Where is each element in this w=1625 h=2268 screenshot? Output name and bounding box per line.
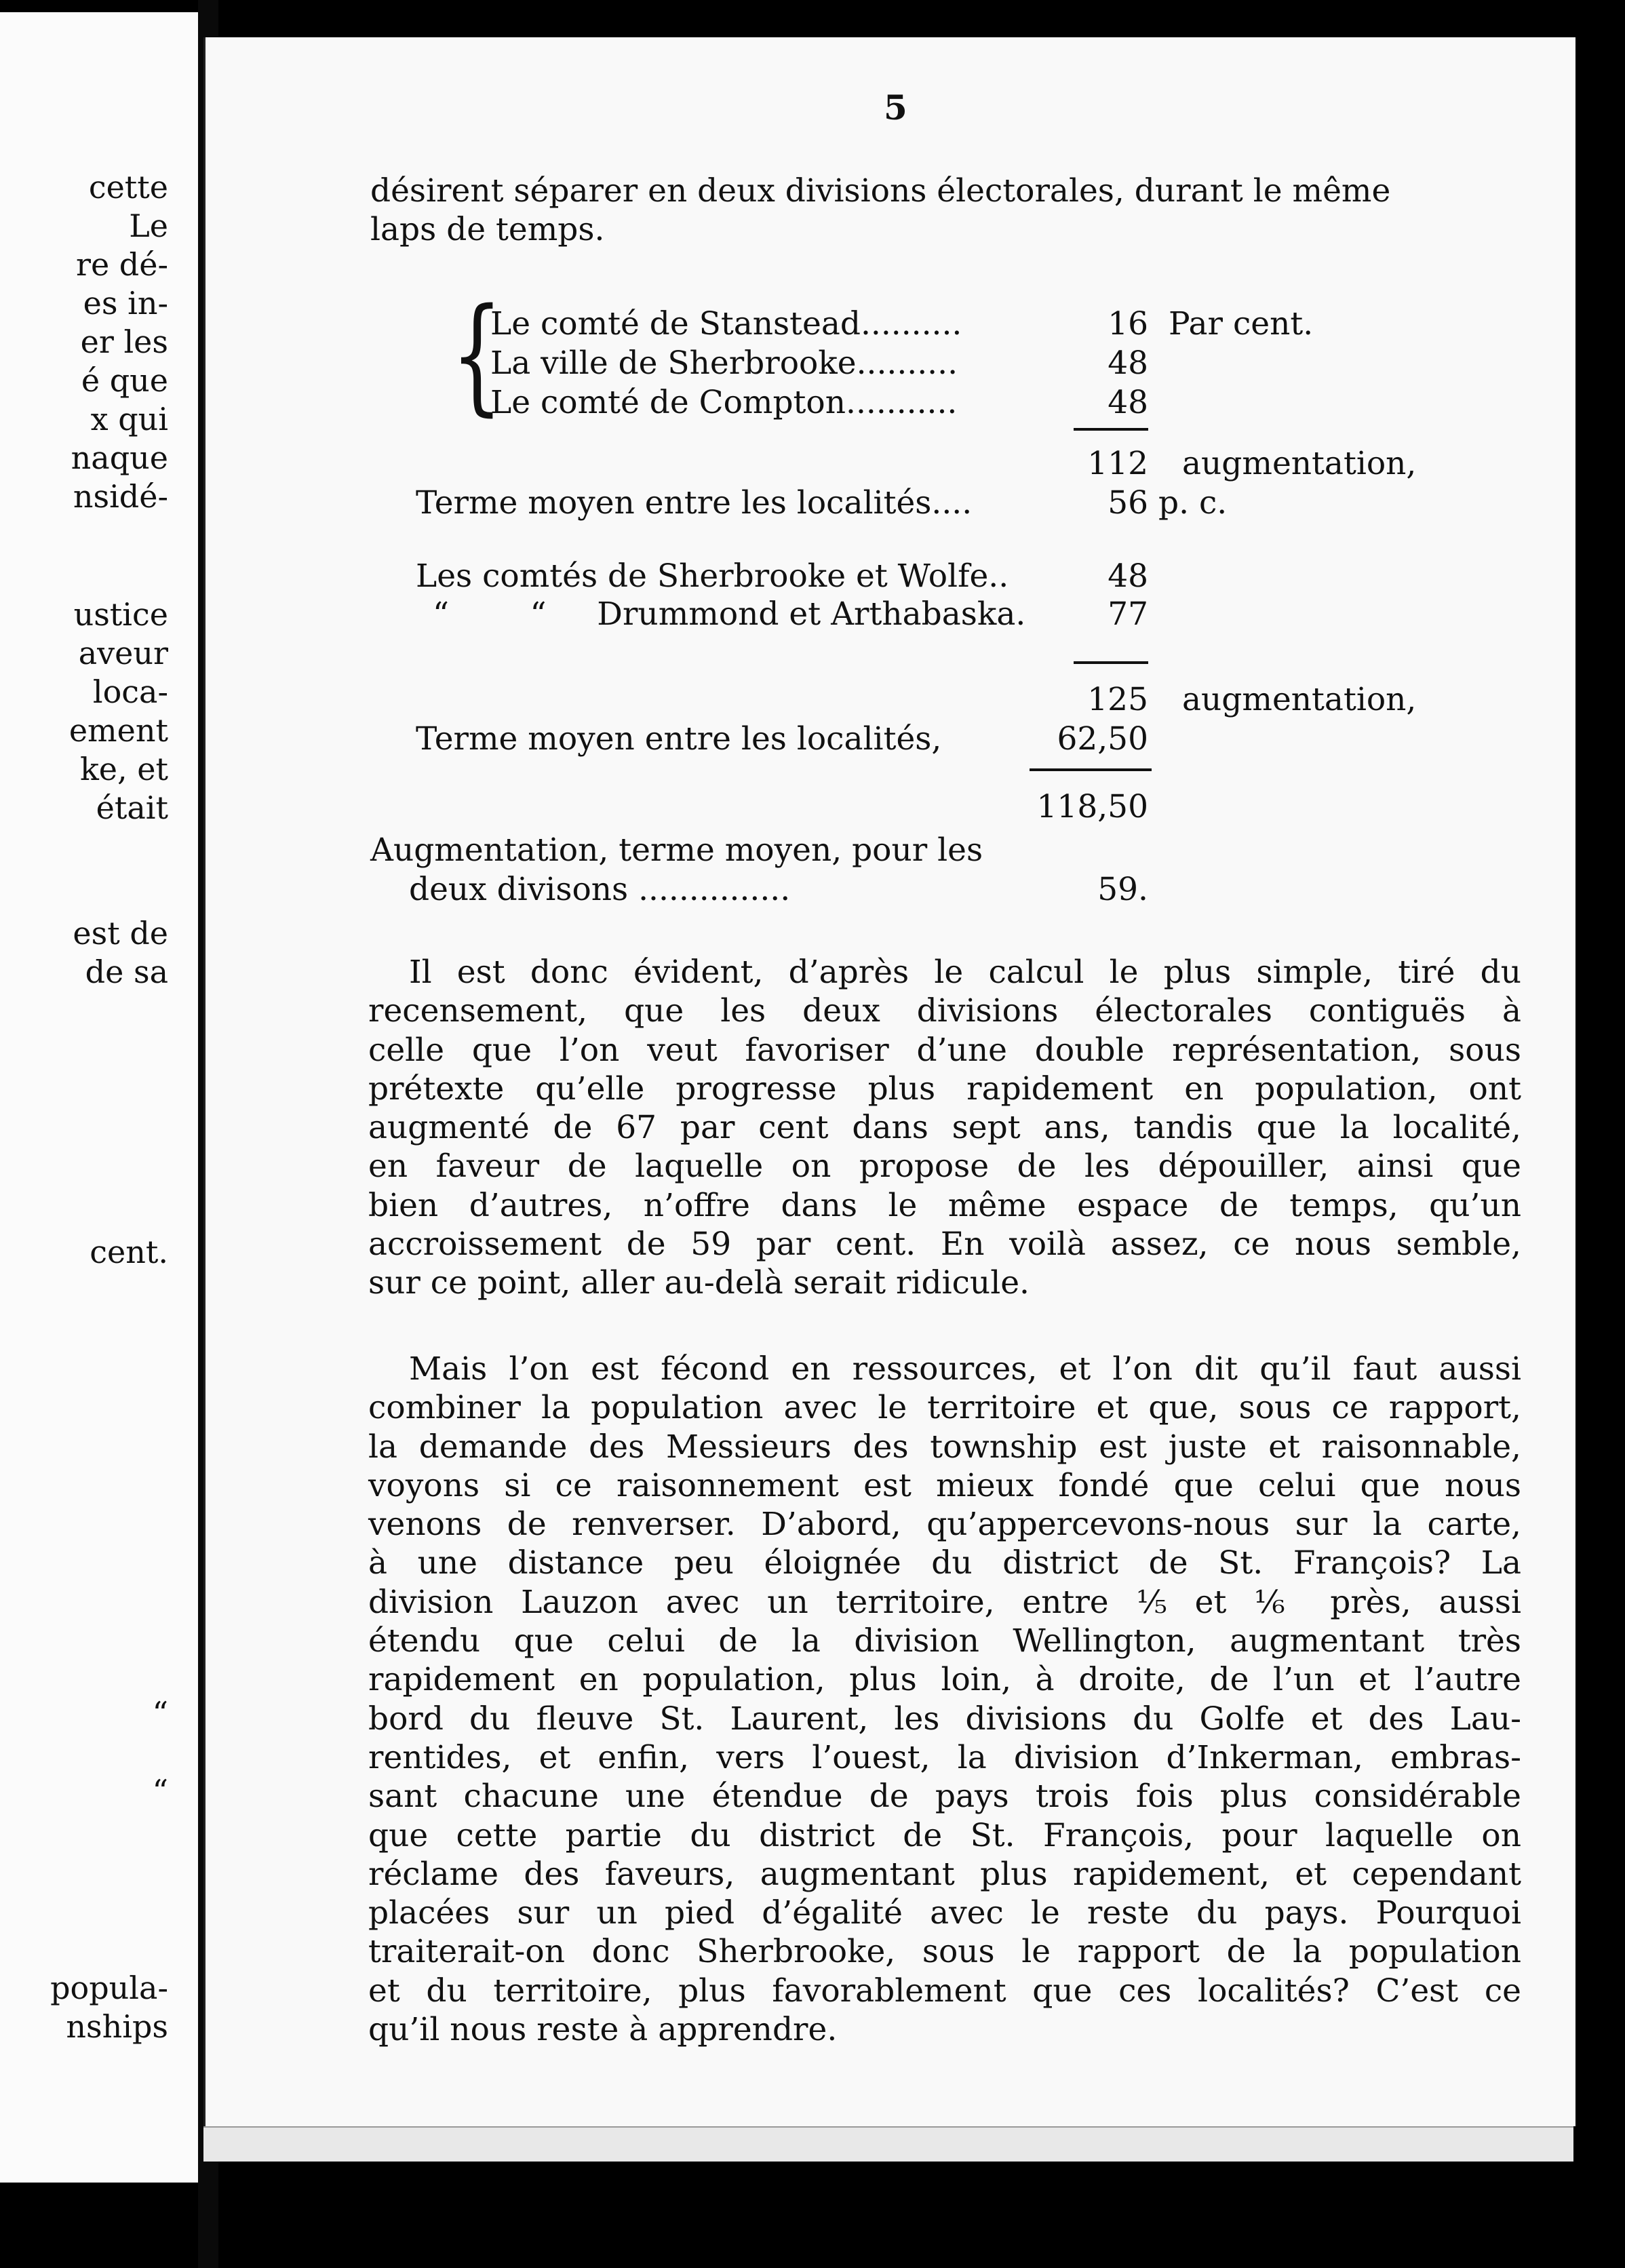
paragraph-line: bien d’autres, n’offre dans le même espace de temps, qu’un <box>368 1186 1521 1224</box>
document-page <box>203 37 1575 2126</box>
paragraph-line: division Lauzon avec un territoire, entre ⅕ et ⅙ près, aussi <box>368 1583 1521 1621</box>
left-fragment: de sa <box>85 954 168 990</box>
paragraph-line: et du territoire, plus favorablement que ces localités? C’est ce <box>368 1972 1521 2010</box>
left-fragment: loca- <box>92 673 168 710</box>
paragraph-line: à une distance peu éloignée du district de St. François? La <box>368 1544 1521 1582</box>
left-page-fragment <box>0 12 198 2183</box>
left-fragment: x qui <box>90 401 168 437</box>
paragraph-line: que cette partie du district de St. François, pour laquelle on <box>368 1816 1521 1854</box>
left-fragment: ustice <box>73 596 168 633</box>
paragraph-line: étendu que celui de la division Wellington, augmentant très <box>368 1622 1521 1660</box>
group1-label: Le comté de Compton........... <box>490 384 958 421</box>
group2-total: 125 <box>1087 681 1148 718</box>
group1-value: 48 <box>1108 345 1148 382</box>
paragraph-line: placées sur un pied d’égalité avec le reste du pays. Pourquoi <box>368 1894 1521 1932</box>
paragraph-line: sur ce point, aller au-delà serait ridicule. <box>368 1264 1030 1302</box>
left-fragment: “ <box>152 1695 168 1732</box>
left-fragment: es in- <box>83 285 168 321</box>
left-fragment: aveur <box>78 635 168 671</box>
paragraph-line: celle que l’on veut favoriser d’une double représentation, sous <box>368 1031 1521 1069</box>
left-fragment: naque <box>71 439 168 476</box>
group2-mean-value: 62,50 <box>1057 720 1148 758</box>
paragraph-line: qu’il nous reste à apprendre. <box>368 2011 838 2049</box>
left-fragment: ke, et <box>79 751 168 787</box>
sum-rule <box>1074 428 1148 431</box>
group1-total: 112 <box>1087 445 1148 482</box>
left-fragment: est de <box>73 915 168 952</box>
paragraph-line: combiner la population avec le territoire et que, sous ce rapport, <box>368 1389 1521 1427</box>
group2-value: 77 <box>1108 595 1148 633</box>
page-number: 5 <box>884 87 907 128</box>
group1-label: La ville de Sherbrooke.......... <box>490 345 958 382</box>
sum-rule <box>1030 768 1152 771</box>
group1-mean-note: p. c. <box>1158 484 1228 522</box>
paragraph <box>368 953 1521 1303</box>
left-fragment: ement <box>68 712 168 749</box>
paragraph-line: venons de renverser. D’abord, qu’appercevons-nous sur la carte, <box>368 1506 1521 1544</box>
paragraph-line: accroissement de 59 par cent. En voilà assez, ce nous semble, <box>368 1226 1521 1264</box>
left-fragment: nships <box>66 2008 168 2045</box>
group2-label: Les comtés de Sherbrooke et Wolfe.. <box>416 558 1009 595</box>
group1-value: 48 <box>1108 384 1148 421</box>
intro-line: désirent séparer en deux divisions électorales, durant le même <box>370 172 1391 210</box>
left-fragment: était <box>96 789 168 826</box>
left-fragment: “ <box>152 1773 168 1810</box>
average-label: Augmentation, terme moyen, pour les <box>370 832 983 869</box>
paragraph-line: réclame des faveurs, augmentant plus rapidement, et cependant <box>368 1855 1521 1893</box>
brace-symbol: { <box>451 282 503 429</box>
group1-label: Le comté de Stanstead.......... <box>490 305 962 343</box>
paragraph-line: Mais l’on est fécond en ressources, et l’on dit qu’il faut aussi <box>409 1350 1521 1388</box>
paragraph-line: bord du fleuve St. Laurent, les divisions du Golfe et des Lau- <box>368 1700 1521 1738</box>
average-label: deux divisons ............... <box>409 871 791 908</box>
left-fragment: er les <box>80 324 168 360</box>
paragraph-line: rapidement en population, plus loin, à droite, de l’un et l’autre <box>368 1661 1521 1699</box>
page-edge <box>203 2126 1573 2162</box>
sum-rule <box>1074 661 1148 664</box>
paragraph-line: sant chacune une étendue de pays trois fois plus considérable <box>368 1778 1521 1816</box>
paragraph-line: rentides, et enfin, vers l’ouest, la division d’Inkerman, embras- <box>368 1738 1521 1776</box>
paragraph-line: augmenté de 67 par cent dans sept ans, tandis que la localité, <box>368 1109 1521 1147</box>
group2-value: 48 <box>1108 558 1148 595</box>
group2-total-note: augmentation, <box>1182 681 1417 718</box>
group1-note: Par cent. <box>1169 305 1314 343</box>
paragraph-line: voyons si ce raisonnement est mieux fondé que celui que nous <box>368 1466 1521 1504</box>
paragraph-line: prétexte qu’elle progresse plus rapidement en population, ont <box>368 1070 1521 1108</box>
paragraph-line: Il est donc évident, d’après le calcul le plus simple, tiré du <box>409 954 1521 991</box>
group1-mean-value: 56 <box>1108 484 1148 522</box>
paragraph-line: recensement, que les deux divisions électorales contiguës à <box>368 992 1521 1030</box>
left-fragment: Le <box>129 208 168 244</box>
group2-mean-label: Terme moyen entre les localités, <box>416 720 942 758</box>
average-value: 59. <box>1097 871 1148 908</box>
intro-line: laps de temps. <box>370 211 605 248</box>
left-fragment: popula- <box>50 1970 168 2006</box>
grand-total: 118,50 <box>1036 788 1148 825</box>
left-fragment: é que <box>81 362 168 399</box>
group1-mean-label: Terme moyen entre les localités.... <box>416 484 973 522</box>
paragraph-line: traiterait-on donc Sherbrooke, sous le rapport de la population <box>368 1933 1521 1971</box>
left-fragment: cette <box>88 169 168 206</box>
group1-value: 16 <box>1108 305 1148 343</box>
paragraph-line: en faveur de laquelle on propose de les dépouiller, ainsi que <box>368 1148 1521 1186</box>
left-fragment: nsidé- <box>73 478 168 515</box>
left-fragment: cent. <box>90 1234 168 1270</box>
group1-total-note: augmentation, <box>1182 445 1417 482</box>
group2-label: “ “ Drummond et Arthabaska. <box>433 595 1026 633</box>
paragraph-line: la demande des Messieurs des township est juste et raisonnable, <box>368 1428 1521 1466</box>
left-fragment: re dé- <box>75 246 168 283</box>
paragraph <box>368 1350 1521 2049</box>
